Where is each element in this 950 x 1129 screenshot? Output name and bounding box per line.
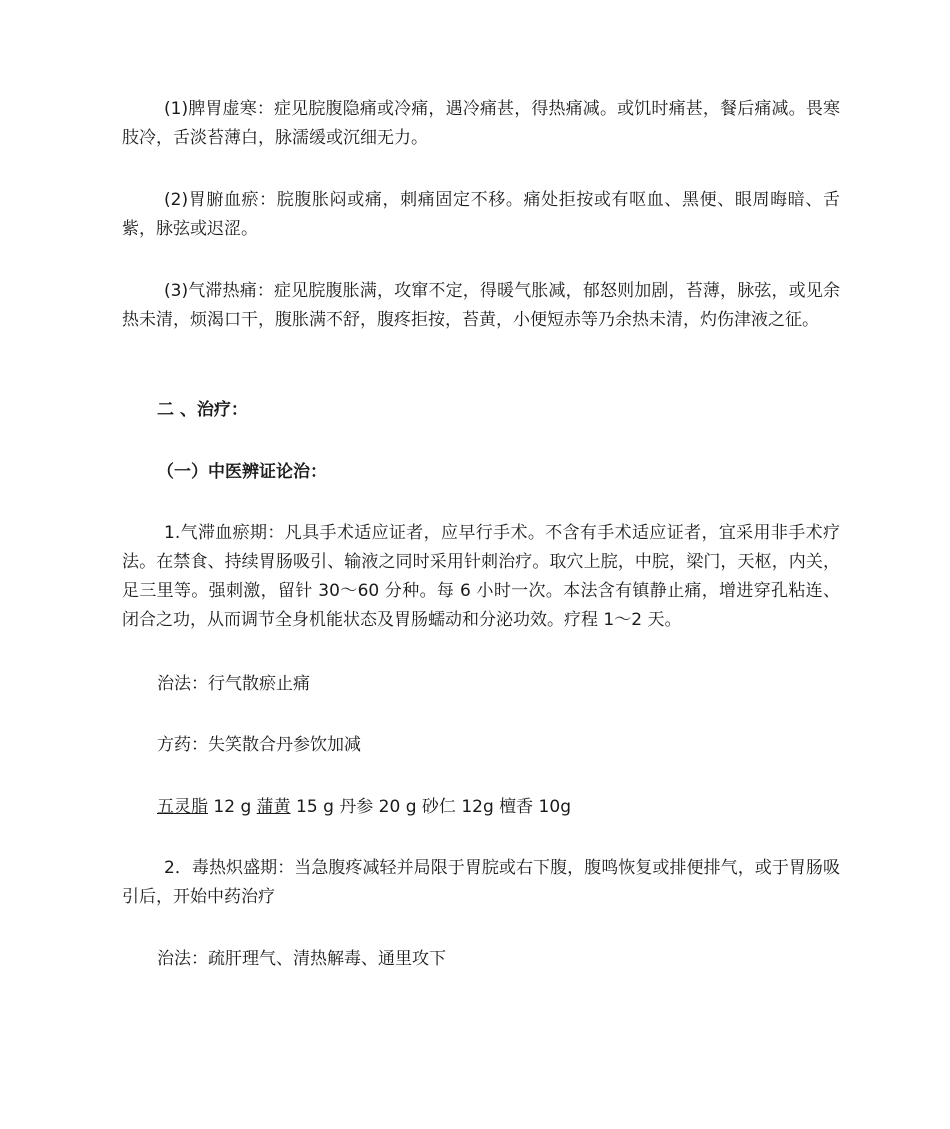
herb-dose: 12 g — [208, 797, 257, 817]
stage-qi-stagnation-blood-stasis: 1.气滞血瘀期：凡具手术适应证者，应早行手术。不含有手术适应证者，宜采用非手术疗法。在禁食、持续胃肠吸引、输液之同时采用针刺治疗。取穴上脘，中脘，梁门，天枢，内关，足三里等。强刺激，留针 30～60 分种。每 6 小时一次。本法含有镇静止痛，增进穿孔粘连、闭合之功，从而调节全身机能状态及胃肠蠕动和分泌功效。疗程 1～2 天。 — [122, 523, 840, 630]
syndrome-spleen-stomach-cold: (1)脾胃虚寒：症见脘腹隐痛或冷痛，遇冷痛甚，得热痛减。或饥时痛甚，餐后痛减。畏寒肢冷，舌淡苔薄白，脉濡缓或沉细无力。 — [122, 99, 840, 148]
herb-name: 蒲黄 — [256, 797, 291, 817]
treatment-method-2: 治法：疏肝理气、清热解毒、通里攻下 — [157, 949, 446, 969]
herb-dose: 20 g — [373, 797, 422, 817]
section-heading-treatment: 二 、治疗： — [157, 400, 248, 420]
herb-dose: 10g — [533, 797, 571, 817]
herb-name: 丹参 — [339, 797, 374, 817]
herb-list — [157, 793, 840, 822]
syndrome-stomach-blood-stasis: (2)胃腑血瘀：脘腹胀闷或痛，刺痛固定不移。痛处拒按或有呕血、黑便、眼周晦暗、舌紫，脉弦或迟涩。 — [122, 190, 840, 239]
herb-dose: 15 g — [290, 797, 340, 817]
syndrome-qi-stagnation-heat: (3)气滞热痛：症见脘腹胀满，攻窜不定，得暖气胀减，郁怒则加剧，苔薄，脉弦，或见余热未清，烦渴口干，腹胀满不舒，腹疼拒按，苔黄，小便短赤等乃余热未清，灼伤津液之征。 — [122, 281, 840, 330]
herb-name: 砂仁 — [421, 797, 456, 817]
stage-toxic-heat: 2．毒热炽盛期：当急腹疼减轻并局限于胃脘或右下腹，腹鸣恢复或排便排气，或于胃肠吸引后，开始中药治疗 — [122, 858, 840, 907]
herb-name: 五灵脂 — [157, 797, 208, 817]
herb-name: 檀香 — [499, 797, 534, 817]
subsection-heading-tcm: （一）中医辨证论治： — [157, 462, 327, 482]
treatment-method-1: 治法：行气散瘀止痛 — [157, 674, 310, 694]
prescription-1: 方药：失笑散合丹参饮加减 — [157, 735, 361, 755]
herb-dose: 12g — [455, 797, 500, 817]
